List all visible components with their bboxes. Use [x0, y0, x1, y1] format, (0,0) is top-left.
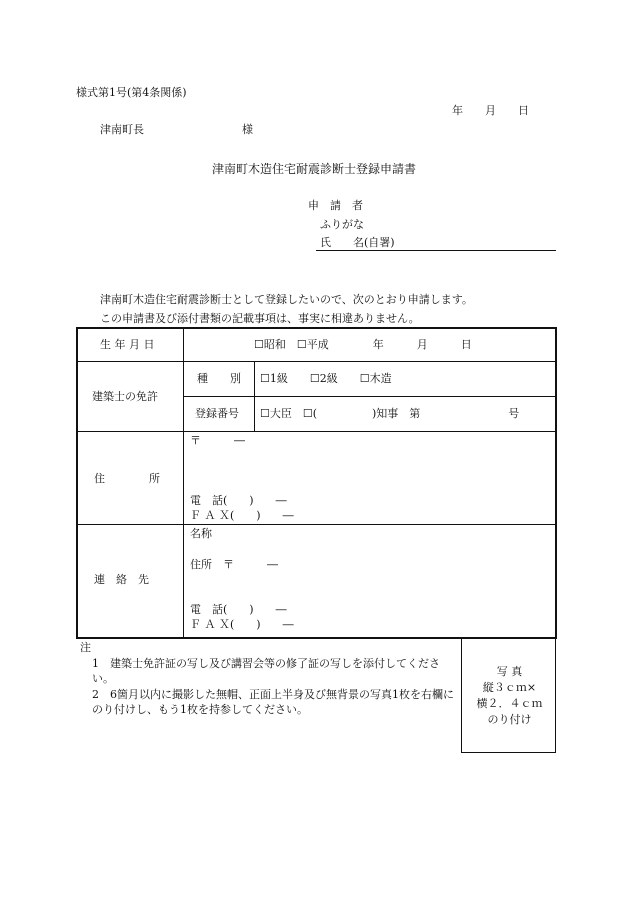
contact-name-field[interactable]: 名称	[190, 527, 212, 540]
addressee-suffix: 様	[242, 123, 253, 136]
photo-paste-note: のり付け	[487, 713, 532, 726]
registration-number-label: 登録番号	[195, 407, 239, 420]
contact-tel-field[interactable]: 電 話( ) ―	[190, 603, 287, 616]
contact-address-field[interactable]: 住所 〒 ―	[190, 558, 278, 571]
note-item-1: 1 建築士免許証の写し及び講習会等の修了証の写しを添付してください。	[92, 657, 440, 685]
license-kind-label: 種 別	[197, 372, 241, 385]
photo-width: 横２．４ｃｍ	[476, 697, 543, 710]
photo-box[interactable]	[461, 639, 556, 753]
address-postal-field[interactable]: 〒 ―	[190, 434, 245, 447]
registration-number-field[interactable]: ☐大臣 ☐( )知事 第 号	[260, 407, 520, 420]
name-label[interactable]: 氏 名(自署)	[320, 236, 395, 249]
address-label: 住 所	[94, 472, 160, 485]
note-item-2: 2 6箇月以内に撮影した無帽、正面上半身及び無背景の写真1枚を右欄にのり付けし、もう1枚を持参してください。	[92, 688, 454, 716]
license-label: 建築士の免許	[92, 390, 158, 403]
photo-label: 写 真	[496, 665, 523, 678]
applicant-heading: 申 請 者	[308, 199, 363, 212]
contact-fax-field[interactable]: Ｆ Ａ Ｘ( ) ―	[190, 618, 294, 631]
name-signature-line	[316, 250, 556, 251]
page-title: 津南町木造住宅耐震診断士登録申請書	[212, 162, 417, 176]
photo-height: 縦３ｃｍ×	[482, 681, 537, 694]
contact-label: 連 絡 先	[94, 573, 149, 586]
intro-line-1: 津南町木造住宅耐震診断士として登録したいので、次のとおり申請します。	[100, 293, 473, 306]
date-line[interactable]: 年 月 日	[452, 104, 529, 117]
address-fax-field[interactable]: Ｆ Ａ Ｘ( ) ―	[190, 509, 294, 522]
form-number: 様式第1号(第4条関係)	[76, 86, 187, 99]
birth-date-label: 生 年 月 日	[100, 338, 155, 351]
addressee: 津南町長	[100, 123, 144, 136]
license-kind-options[interactable]: ☐1級 ☐2級 ☐木造	[260, 372, 392, 385]
intro-line-2: この申請書及び添付書類の記載事項は、事実に相違ありません。	[100, 312, 420, 325]
furigana-label[interactable]: ふりがな	[320, 218, 364, 231]
notes-heading: 注	[80, 641, 91, 654]
birth-date-field[interactable]: ☐昭和 ☐平成 年 月 日	[254, 338, 472, 351]
address-tel-field[interactable]: 電 話( ) ―	[190, 494, 287, 507]
